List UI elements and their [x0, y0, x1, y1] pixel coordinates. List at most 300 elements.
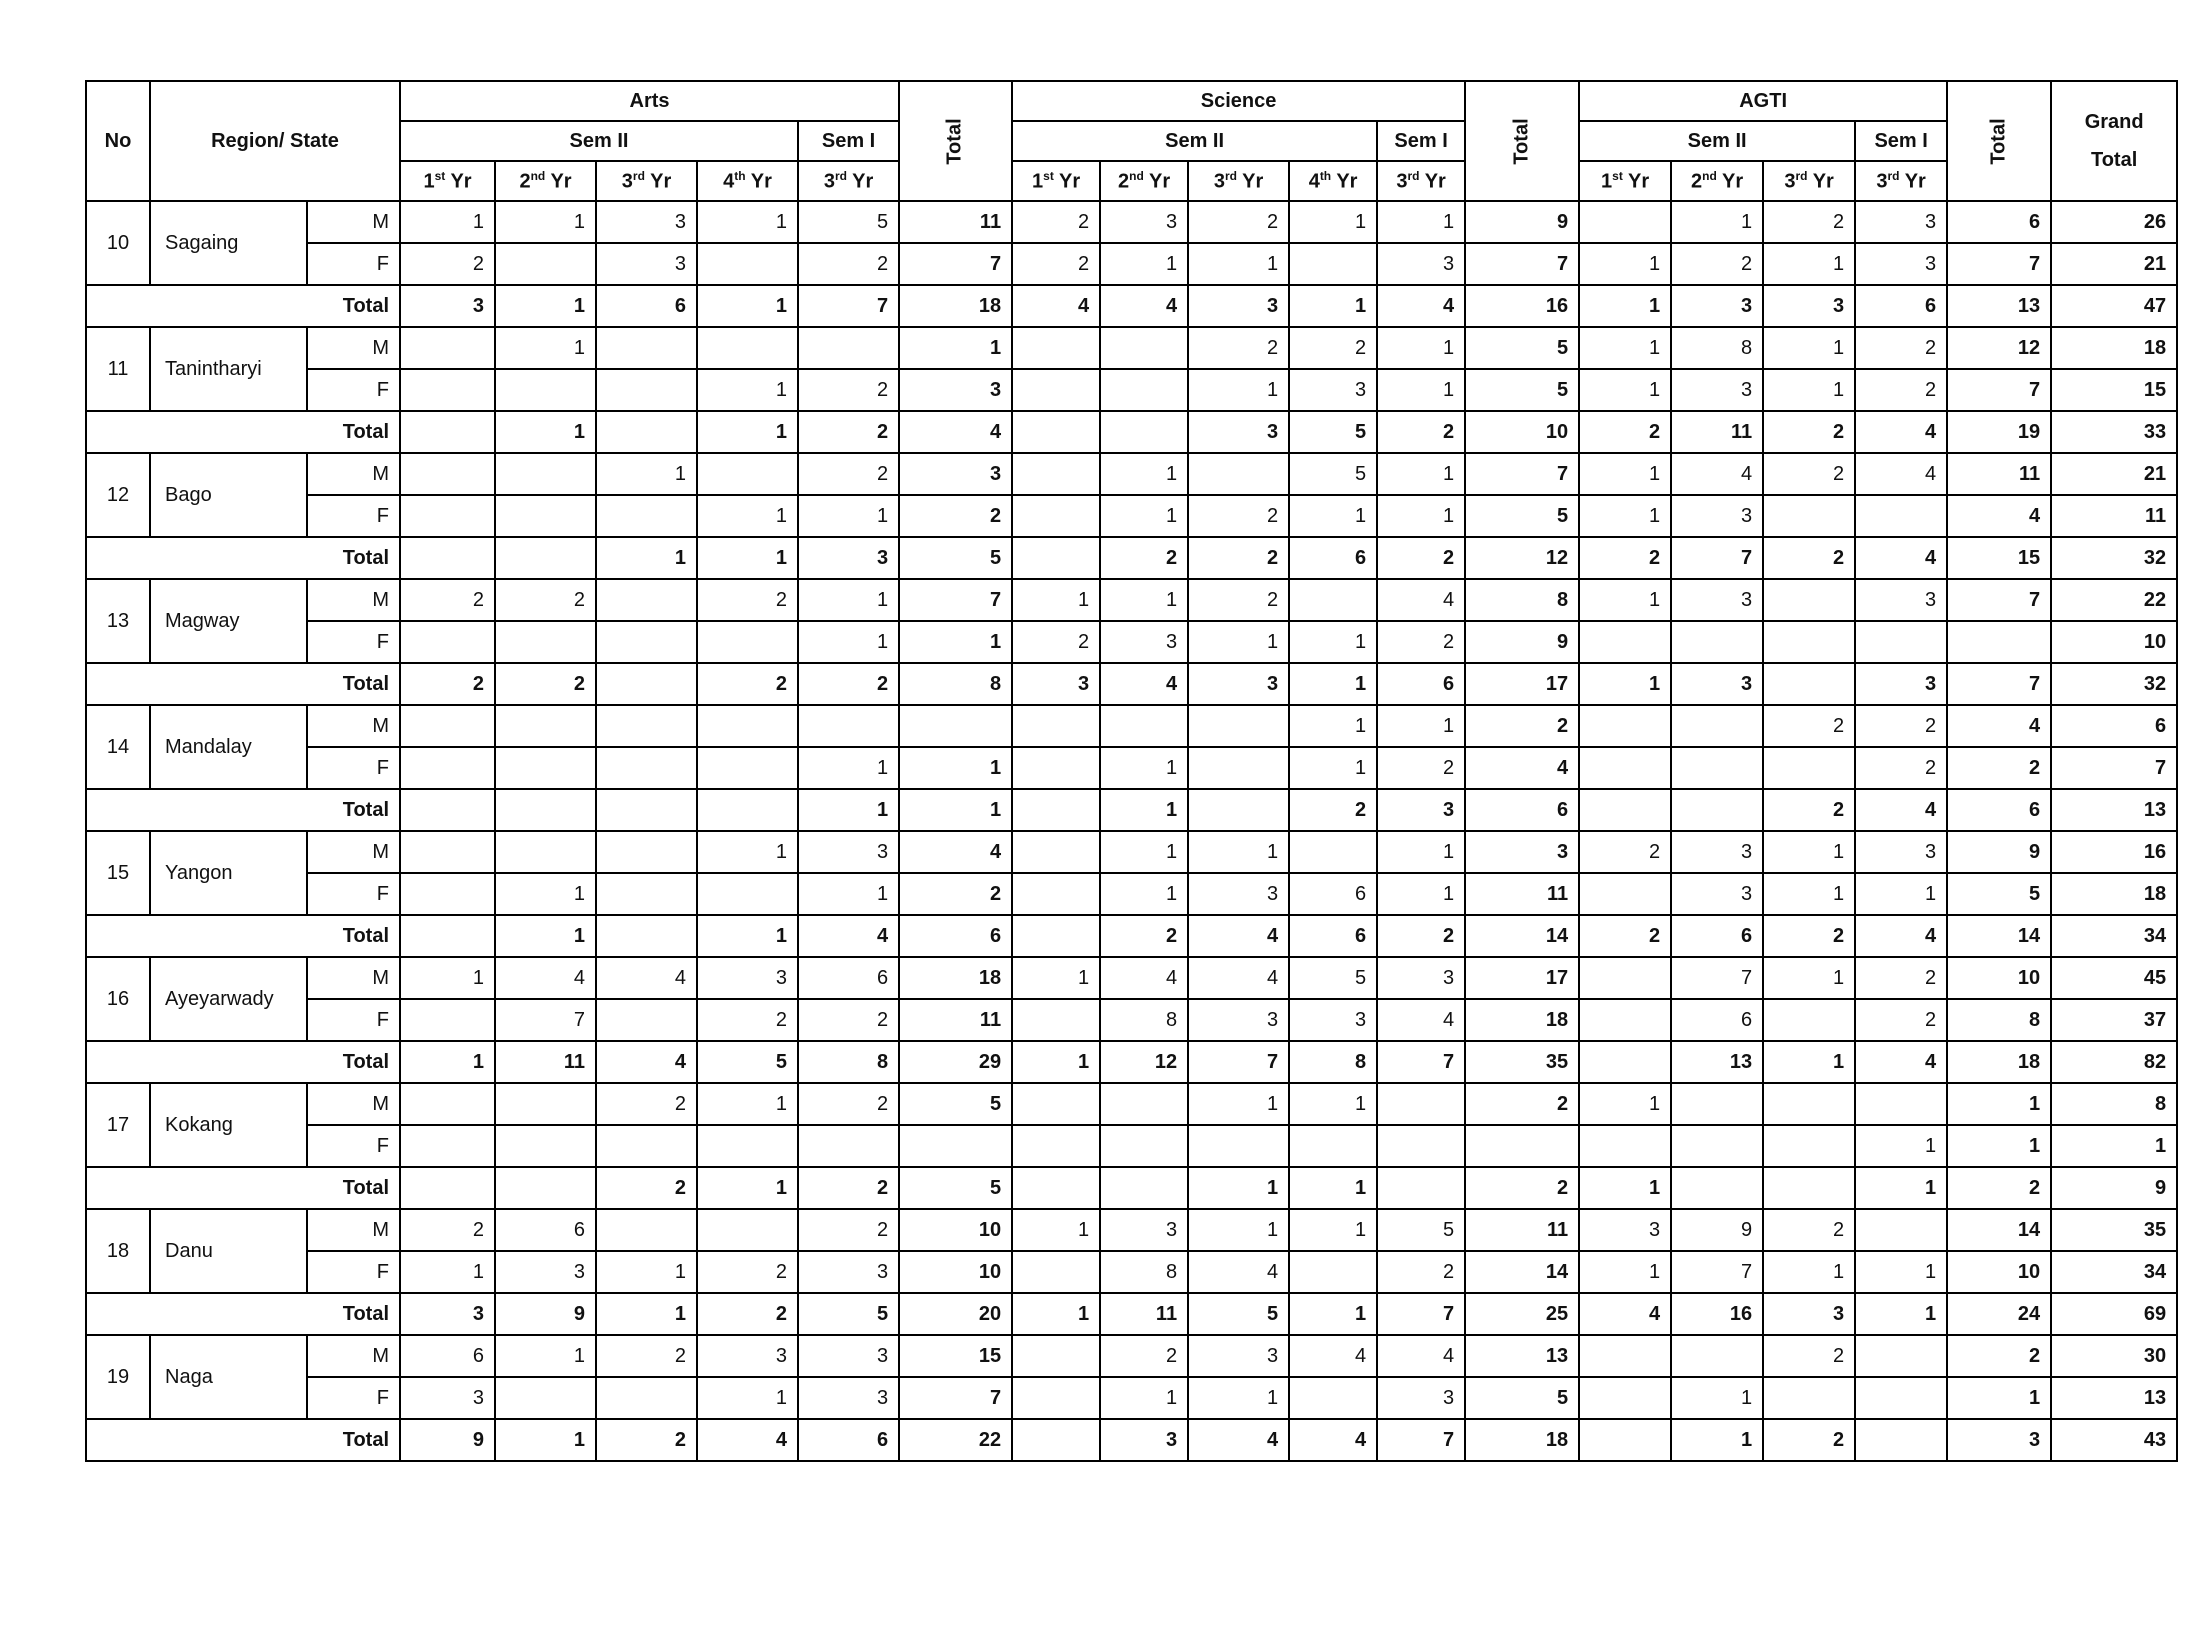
value-cell: 9 [1465, 621, 1579, 663]
value-cell: 2 [1465, 1167, 1579, 1209]
value-cell: 1 [400, 1041, 495, 1083]
value-cell [1100, 369, 1188, 411]
gender-label-f: F [307, 747, 400, 789]
year-suffix: rd [1887, 168, 1900, 183]
value-cell: 4 [1100, 957, 1188, 999]
value-cell: 1 [899, 747, 1012, 789]
value-cell [596, 621, 697, 663]
enrollment-table [85, 80, 2178, 1462]
value-cell: 1 [1377, 831, 1465, 873]
year-suffix: th [1319, 168, 1332, 183]
value-cell [596, 663, 697, 705]
value-cell [1763, 621, 1855, 663]
value-cell [495, 495, 596, 537]
value-cell: 2 [1100, 537, 1188, 579]
total-label: Total [86, 915, 400, 957]
value-cell: 2 [596, 1167, 697, 1209]
value-cell: 3 [1763, 285, 1855, 327]
value-cell: 1 [1188, 243, 1289, 285]
value-cell: 1 [1012, 1209, 1100, 1251]
value-cell [1188, 705, 1289, 747]
value-cell: 8 [1100, 999, 1188, 1041]
value-cell: 7 [1377, 1041, 1465, 1083]
table-header [86, 81, 2177, 201]
value-cell [1763, 999, 1855, 1041]
value-cell [1188, 1125, 1289, 1167]
value-cell: 2 [1855, 327, 1947, 369]
value-cell: 2 [1465, 1083, 1579, 1125]
value-cell: 8 [798, 1041, 899, 1083]
value-cell: 1 [697, 201, 798, 243]
value-cell [400, 999, 495, 1041]
year-number: 2 [519, 170, 531, 193]
science-sem1-year-header [1377, 161, 1465, 201]
value-cell: 2 [1377, 621, 1465, 663]
gender-label-m: M [307, 579, 400, 621]
value-cell: 2 [1763, 1209, 1855, 1251]
value-cell [596, 1125, 697, 1167]
value-cell: 11 [1671, 411, 1763, 453]
value-cell: 4 [1377, 285, 1465, 327]
value-cell [1855, 1083, 1947, 1125]
gender-label-m: M [307, 1335, 400, 1377]
value-cell: 1 [1947, 1083, 2051, 1125]
value-cell [1377, 1125, 1465, 1167]
region-f-row [86, 621, 2177, 663]
value-cell: 10 [1947, 957, 2051, 999]
value-cell: 8 [1100, 1251, 1188, 1293]
value-cell: 7 [1671, 1251, 1763, 1293]
value-cell: 1 [1100, 453, 1188, 495]
value-cell: 43 [2051, 1419, 2177, 1461]
value-cell: 1 [697, 1083, 798, 1125]
value-cell: 17 [1465, 663, 1579, 705]
value-cell: 1 [1763, 1041, 1855, 1083]
value-cell [697, 621, 798, 663]
value-cell: 3 [1671, 579, 1763, 621]
value-cell: 4 [1188, 1419, 1289, 1461]
value-cell: 18 [1465, 999, 1579, 1041]
value-cell: 2 [1947, 1167, 2051, 1209]
header-science: Science [1012, 81, 1465, 121]
value-cell: 3 [1947, 1419, 2051, 1461]
value-cell [798, 327, 899, 369]
value-cell: 4 [1465, 747, 1579, 789]
value-cell: 29 [899, 1041, 1012, 1083]
value-cell [400, 915, 495, 957]
value-cell: 6 [596, 285, 697, 327]
region-name: Danu [150, 1209, 307, 1293]
value-cell [1855, 1377, 1947, 1419]
value-cell: 1 [1100, 495, 1188, 537]
value-cell: 3 [1188, 873, 1289, 915]
header-science-total [1465, 81, 1579, 201]
year-number: 3 [1784, 170, 1796, 193]
value-cell [400, 1125, 495, 1167]
value-cell: 7 [1465, 243, 1579, 285]
value-cell [1579, 1335, 1671, 1377]
value-cell: 5 [899, 1083, 1012, 1125]
value-cell: 2 [400, 663, 495, 705]
value-cell: 34 [2051, 915, 2177, 957]
value-cell [1579, 1377, 1671, 1419]
value-cell: 5 [798, 201, 899, 243]
value-cell [798, 1125, 899, 1167]
year-unit: Yr [1424, 170, 1446, 193]
value-cell: 4 [798, 915, 899, 957]
region-number: 18 [86, 1209, 150, 1293]
value-cell: 2 [1188, 327, 1289, 369]
value-cell: 47 [2051, 285, 2177, 327]
year-unit: Yr [1812, 170, 1834, 193]
total-label: Total [86, 411, 400, 453]
year-unit: Yr [550, 170, 572, 193]
year-suffix: nd [530, 168, 546, 183]
value-cell: 1 [899, 327, 1012, 369]
year-number: 1 [1601, 170, 1613, 193]
value-cell: 2 [1763, 915, 1855, 957]
region-total-row [86, 285, 2177, 327]
value-cell: 7 [1671, 957, 1763, 999]
value-cell: 2 [1671, 243, 1763, 285]
region-name: Mandalay [150, 705, 307, 789]
value-cell: 1 [1188, 1167, 1289, 1209]
value-cell: 2 [1855, 957, 1947, 999]
region-name: Magway [150, 579, 307, 663]
value-cell: 1 [596, 453, 697, 495]
region-f-row [86, 1251, 2177, 1293]
value-cell: 6 [1377, 663, 1465, 705]
value-cell: 2 [400, 243, 495, 285]
science-total-label: Total [1510, 117, 1533, 165]
value-cell [1763, 1083, 1855, 1125]
year-unit: Yr [750, 170, 772, 193]
value-cell: 1 [697, 915, 798, 957]
value-cell: 3 [400, 285, 495, 327]
value-cell: 17 [1465, 957, 1579, 999]
value-cell [1012, 327, 1100, 369]
value-cell: 4 [1947, 495, 2051, 537]
value-cell: 1 [697, 1377, 798, 1419]
gender-label-m: M [307, 453, 400, 495]
year-unit: Yr [1722, 170, 1744, 193]
value-cell: 5 [798, 1293, 899, 1335]
value-cell: 1 [495, 1419, 596, 1461]
value-cell [697, 747, 798, 789]
value-cell: 1 [1377, 327, 1465, 369]
value-cell [495, 537, 596, 579]
agti-sem1-year-header [1855, 161, 1947, 201]
value-cell: 1 [1289, 747, 1377, 789]
value-cell: 1 [1100, 831, 1188, 873]
value-cell: 6 [1947, 201, 2051, 243]
value-cell [1289, 831, 1377, 873]
year-number: 3 [823, 170, 835, 193]
value-cell [697, 453, 798, 495]
value-cell [596, 789, 697, 831]
gender-label-m: M [307, 327, 400, 369]
region-m-row [86, 705, 2177, 747]
value-cell: 7 [899, 243, 1012, 285]
value-cell: 1 [1579, 369, 1671, 411]
value-cell: 5 [1465, 495, 1579, 537]
value-cell: 1 [1188, 1083, 1289, 1125]
value-cell: 13 [2051, 789, 2177, 831]
value-cell: 2 [798, 1083, 899, 1125]
value-cell: 1 [1579, 243, 1671, 285]
value-cell: 2 [1763, 411, 1855, 453]
value-cell: 10 [899, 1251, 1012, 1293]
arts-year-4-header [697, 161, 798, 201]
value-cell: 8 [1671, 327, 1763, 369]
value-cell: 2 [798, 663, 899, 705]
value-cell [1579, 957, 1671, 999]
value-cell: 1 [1377, 453, 1465, 495]
value-cell: 20 [899, 1293, 1012, 1335]
region-total-row [86, 1167, 2177, 1209]
value-cell: 3 [1100, 1419, 1188, 1461]
value-cell: 2 [1188, 201, 1289, 243]
value-cell: 11 [899, 999, 1012, 1041]
value-cell: 1 [1855, 1293, 1947, 1335]
year-unit: Yr [1059, 170, 1081, 193]
value-cell [1671, 747, 1763, 789]
value-cell: 7 [1947, 663, 2051, 705]
value-cell: 21 [2051, 243, 2177, 285]
value-cell [798, 705, 899, 747]
year-number: 3 [1213, 170, 1225, 193]
value-cell: 2 [798, 1209, 899, 1251]
value-cell [1763, 663, 1855, 705]
value-cell: 2 [899, 495, 1012, 537]
year-suffix: rd [1407, 168, 1420, 183]
value-cell: 6 [1289, 537, 1377, 579]
value-cell: 12 [1465, 537, 1579, 579]
year-suffix: st [1043, 168, 1054, 183]
value-cell: 3 [1188, 285, 1289, 327]
value-cell: 1 [1579, 663, 1671, 705]
region-m-row [86, 453, 2177, 495]
value-cell: 25 [1465, 1293, 1579, 1335]
value-cell: 4 [697, 1419, 798, 1461]
value-cell [1947, 621, 2051, 663]
value-cell [596, 411, 697, 453]
value-cell [400, 831, 495, 873]
value-cell: 4 [899, 411, 1012, 453]
value-cell: 2 [1763, 201, 1855, 243]
value-cell: 16 [1671, 1293, 1763, 1335]
value-cell: 1 [697, 537, 798, 579]
science-year-3-header [1188, 161, 1289, 201]
total-label: Total [86, 1419, 400, 1461]
value-cell [1012, 537, 1100, 579]
value-cell: 2 [1377, 915, 1465, 957]
year-number: 3 [1396, 170, 1408, 193]
value-cell: 1 [1100, 747, 1188, 789]
value-cell: 5 [1465, 369, 1579, 411]
value-cell: 7 [798, 285, 899, 327]
value-cell: 1 [1289, 201, 1377, 243]
value-cell: 1 [1100, 873, 1188, 915]
value-cell: 3 [1855, 579, 1947, 621]
value-cell: 3 [1289, 369, 1377, 411]
year-suffix: rd [1224, 168, 1237, 183]
agti-year-2-header [1671, 161, 1763, 201]
gender-label-f: F [307, 1125, 400, 1167]
value-cell: 3 [1100, 201, 1188, 243]
value-cell [400, 621, 495, 663]
value-cell [596, 327, 697, 369]
value-cell: 3 [798, 1251, 899, 1293]
value-cell [1671, 705, 1763, 747]
value-cell: 2 [495, 663, 596, 705]
value-cell: 15 [2051, 369, 2177, 411]
value-cell: 2 [697, 1293, 798, 1335]
value-cell [1579, 1125, 1671, 1167]
region-total-row [86, 411, 2177, 453]
value-cell: 1 [400, 1251, 495, 1293]
value-cell [1100, 1167, 1188, 1209]
value-cell: 4 [1377, 999, 1465, 1041]
region-total-row [86, 537, 2177, 579]
value-cell: 4 [1289, 1419, 1377, 1461]
value-cell: 2 [1579, 537, 1671, 579]
value-cell [1671, 789, 1763, 831]
value-cell: 3 [1100, 621, 1188, 663]
value-cell: 7 [495, 999, 596, 1041]
value-cell: 2 [1763, 789, 1855, 831]
value-cell: 18 [1947, 1041, 2051, 1083]
year-number: 2 [1691, 170, 1703, 193]
value-cell: 2 [1100, 1335, 1188, 1377]
value-cell: 2 [1947, 747, 2051, 789]
value-cell: 3 [798, 1335, 899, 1377]
region-f-row [86, 495, 2177, 537]
value-cell: 1 [495, 1335, 596, 1377]
value-cell: 3 [1671, 873, 1763, 915]
value-cell [1855, 1209, 1947, 1251]
value-cell: 3 [1012, 663, 1100, 705]
value-cell: 1 [1188, 831, 1289, 873]
value-cell [1012, 495, 1100, 537]
value-cell: 3 [1763, 1293, 1855, 1335]
value-cell [400, 453, 495, 495]
value-cell: 2 [1763, 705, 1855, 747]
value-cell: 21 [2051, 453, 2177, 495]
value-cell [1289, 1125, 1377, 1167]
value-cell: 9 [1465, 201, 1579, 243]
value-cell [495, 1083, 596, 1125]
value-cell: 5 [1947, 873, 2051, 915]
value-cell [1012, 831, 1100, 873]
value-cell: 5 [899, 537, 1012, 579]
value-cell: 1 [1671, 1377, 1763, 1419]
value-cell: 4 [1671, 453, 1763, 495]
agti-sem1: Sem I [1855, 121, 1947, 161]
value-cell: 2 [400, 1209, 495, 1251]
value-cell: 4 [1188, 957, 1289, 999]
value-cell [1012, 1335, 1100, 1377]
value-cell: 7 [2051, 747, 2177, 789]
value-cell: 1 [596, 1293, 697, 1335]
science-sem2: Sem II [1012, 121, 1377, 161]
value-cell: 2 [798, 411, 899, 453]
value-cell [1100, 1083, 1188, 1125]
header-agti-total [1947, 81, 2051, 201]
value-cell: 1 [596, 537, 697, 579]
arts-sem1-year-header [798, 161, 899, 201]
value-cell: 4 [495, 957, 596, 999]
value-cell: 1 [798, 747, 899, 789]
value-cell: 1 [1579, 285, 1671, 327]
region-total-row [86, 1419, 2177, 1461]
value-cell: 1 [1289, 705, 1377, 747]
value-cell: 1 [899, 789, 1012, 831]
value-cell [495, 621, 596, 663]
value-cell: 6 [1947, 789, 2051, 831]
value-cell: 1 [1763, 243, 1855, 285]
region-name: Sagaing [150, 201, 307, 285]
value-cell [596, 873, 697, 915]
value-cell: 1 [1377, 495, 1465, 537]
value-cell: 2 [1289, 789, 1377, 831]
value-cell: 1 [1289, 621, 1377, 663]
value-cell [1289, 243, 1377, 285]
year-suffix: st [434, 168, 446, 183]
value-cell: 10 [899, 1209, 1012, 1251]
value-cell: 11 [1465, 1209, 1579, 1251]
value-cell: 11 [2051, 495, 2177, 537]
value-cell [1012, 747, 1100, 789]
year-header-row [86, 161, 2177, 201]
value-cell [400, 747, 495, 789]
value-cell [1188, 453, 1289, 495]
value-cell: 15 [1947, 537, 2051, 579]
value-cell: 1 [697, 369, 798, 411]
value-cell: 4 [1855, 411, 1947, 453]
value-cell: 3 [1671, 285, 1763, 327]
value-cell: 26 [2051, 201, 2177, 243]
region-number: 10 [86, 201, 150, 285]
header-grand-total: Grand Total [2051, 81, 2177, 201]
value-cell: 1 [1763, 369, 1855, 411]
region-total-row [86, 915, 2177, 957]
value-cell: 1 [1579, 1167, 1671, 1209]
region-f-row [86, 873, 2177, 915]
value-cell [899, 705, 1012, 747]
region-f-row [86, 747, 2177, 789]
value-cell: 2 [1947, 1335, 2051, 1377]
value-cell [1763, 495, 1855, 537]
value-cell [400, 1083, 495, 1125]
value-cell: 1 [798, 789, 899, 831]
value-cell: 3 [1377, 789, 1465, 831]
value-cell: 1 [697, 285, 798, 327]
value-cell: 1 [1763, 327, 1855, 369]
value-cell: 1 [1579, 453, 1671, 495]
value-cell [1012, 1251, 1100, 1293]
value-cell: 1 [1377, 369, 1465, 411]
value-cell: 4 [1188, 915, 1289, 957]
value-cell: 1 [2051, 1125, 2177, 1167]
value-cell: 2 [1763, 1419, 1855, 1461]
value-cell [1855, 621, 1947, 663]
arts-sem1: Sem I [798, 121, 899, 161]
value-cell: 4 [1855, 537, 1947, 579]
value-cell [495, 243, 596, 285]
region-total-row [86, 663, 2177, 705]
value-cell: 2 [1377, 411, 1465, 453]
